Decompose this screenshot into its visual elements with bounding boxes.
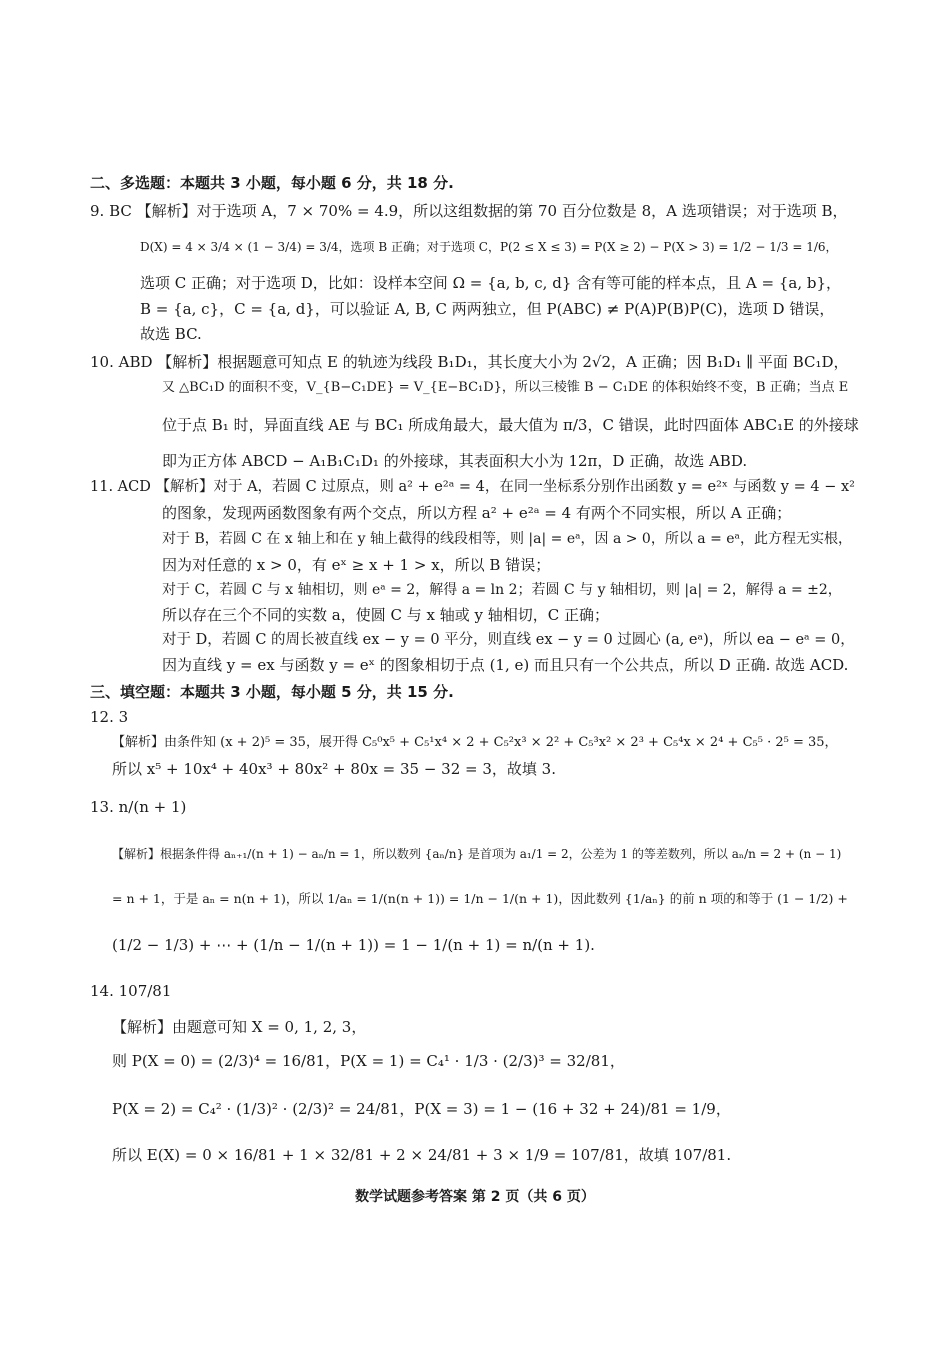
q11-line-8: 因为直线 y = ex 与函数 y = eˣ 的图象相切于点 (1, e) 而且只有一个公共点，所以 D 正确. 故选 ACD. [162, 656, 849, 674]
q11-line-2: 的图象，发现两函数图象有两个交点，所以方程 a² + e²ᵃ = 4 有两个不同实根，所以 A 正确； [162, 504, 792, 522]
q13-line-2: 【解析】根据条件得 aₙ₊₁/(n + 1) − aₙ/n = 1，所以数列 {aₙ/n} 是首项为 a₁/1 = 2，公差为 1 的等差数列，所以 aₙ/n = 2 + (n − 1) [112, 847, 842, 861]
q10-line-3: 位于点 B₁ 时，异面直线 AE 与 BC₁ 所成角最大，最大值为 π/3，C 错误，此时四面体 ABC₁E 的外接球 [162, 416, 859, 434]
q9-line-2: D(X) = 4 × 3/4 × (1 − 3/4) = 3/4，选项 B 正确；对于选项 C，P(2 ≤ X ≤ 3) = P(X ≥ 2) − P(X > 3) = 1/2 − 1/3 = 1/6， [140, 240, 838, 254]
q10-line-1: 10. ABD 【解析】根据题意可知点 E 的轨迹为线段 B₁D₁，其长度大小为 2√2，A 正确；因 B₁D₁ ∥ 平面 BC₁D， [90, 353, 849, 371]
q14-line-5: 所以 E(X) = 0 × 16/81 + 1 × 32/81 + 2 × 24/81 + 3 × 1/9 = 107/81，故填 107/81. [112, 1146, 732, 1164]
q11-line-4: 因为对任意的 x > 0，有 eˣ ≥ x + 1 > x，所以 B 错误； [162, 556, 551, 574]
q10-line-2: 又 △BC₁D 的面积不变，V_{B−C₁DE} = V_{E−BC₁D}，所以三棱锥 B − C₁DE 的体积始终不变，B 正确；当点 E [162, 380, 849, 395]
q14-line-3: 则 P(X = 0) = (2/3)⁴ = 16/81，P(X = 1) = C₄¹ · 1/3 · (2/3)³ = 32/81， [112, 1052, 625, 1070]
q9-line-1: 9. BC 【解析】对于选项 A，7 × 70% = 4.9，所以这组数据的第 70 百分位数是 8，A 选项错误；对于选项 B， [90, 202, 848, 220]
q11-line-1: 11. ACD 【解析】对于 A，若圆 C 过原点，则 a² + e²ᵃ = 4，在同一坐标系分别作出函数 y = e²ˣ 与函数 y = 4 − x² [90, 479, 855, 495]
q11-line-6: 所以存在三个不同的实数 a，使圆 C 与 x 轴或 y 轴相切，C 正确； [162, 606, 609, 624]
q13-line-3: = n + 1，于是 aₙ = n(n + 1)，所以 1/aₙ = 1/(n(n + 1)) = 1/n − 1/(n + 1)，因此数列 {1/aₙ} 的前 n 项的和等于 (1 − 1/2) + [112, 891, 848, 906]
section-heading-multiple-choice: 二、多选题：本题共 3 小题，每小题 6 分，共 18 分. [90, 174, 454, 192]
q9-line-3: 选项 C 正确；对于选项 D，比如：设样本空间 Ω = {a, b, c, d} 含有等可能的样本点，且 A = {a, b}， [140, 274, 842, 292]
q9-line-4: B = {a, c}，C = {a, d}，可以验证 A, B, C 两两独立，但 P(ABC) ≠ P(A)P(B)P(C)，选项 D 错误， [140, 300, 835, 318]
q9-line-5: 故选 BC. [140, 325, 202, 343]
q14-line-2: 【解析】由题意可知 X = 0, 1, 2, 3， [112, 1018, 367, 1036]
q11-line-3: 对于 B，若圆 C 在 x 轴上和在 y 轴上截得的线段相等，则 |a| = eᵃ，因 a > 0，所以 a = eᵃ，此方程无实根， [162, 531, 852, 547]
q12-line-3: 所以 x⁵ + 10x⁴ + 40x³ + 80x² + 80x = 35 − 32 = 3，故填 3. [112, 760, 556, 778]
q14-line-4: P(X = 2) = C₄² · (1/3)² · (2/3)² = 24/81，P(X = 3) = 1 − (16 + 32 + 24)/81 = 1/9， [112, 1100, 731, 1118]
q14-answer: 14. 107/81 [90, 982, 172, 1000]
q13-answer: 13. n/(n + 1) [90, 798, 187, 816]
section-heading-fill-in: 三、填空题：本题共 3 小题，每小题 5 分，共 15 分. [90, 683, 454, 701]
page-footer: 数学试题参考答案 第 2 页（共 6 页） [355, 1189, 595, 1205]
q11-line-5: 对于 C，若圆 C 与 x 轴相切，则 eᵃ = 2，解得 a = ln 2；若圆 C 与 y 轴相切，则 |a| = 2，解得 a = ±2， [162, 582, 842, 598]
q10-line-4: 即为正方体 ABCD − A₁B₁C₁D₁ 的外接球，其表面积大小为 12π，D 正确，故选 ABD. [162, 452, 748, 470]
q12-line-2: 【解析】由条件知 (x + 2)⁵ = 35，展开得 C₅⁰x⁵ + C₅¹x⁴ × 2 + C₅²x³ × 2² + C₅³x² × 2³ + C₅⁴x × 2⁴ + C₅⁵ · 2⁵ = 35， [112, 735, 838, 750]
q12-answer: 12. 3 [90, 708, 129, 726]
q11-line-7: 对于 D，若圆 C 的周长被直线 ex − y = 0 平分，则直线 ex − y = 0 过圆心 (a, eᵃ)，所以 ea − eᵃ = 0， [162, 632, 855, 648]
q13-line-4: (1/2 − 1/3) + ⋯ + (1/n − 1/(n + 1)) = 1 − 1/(n + 1) = n/(n + 1). [112, 936, 595, 954]
